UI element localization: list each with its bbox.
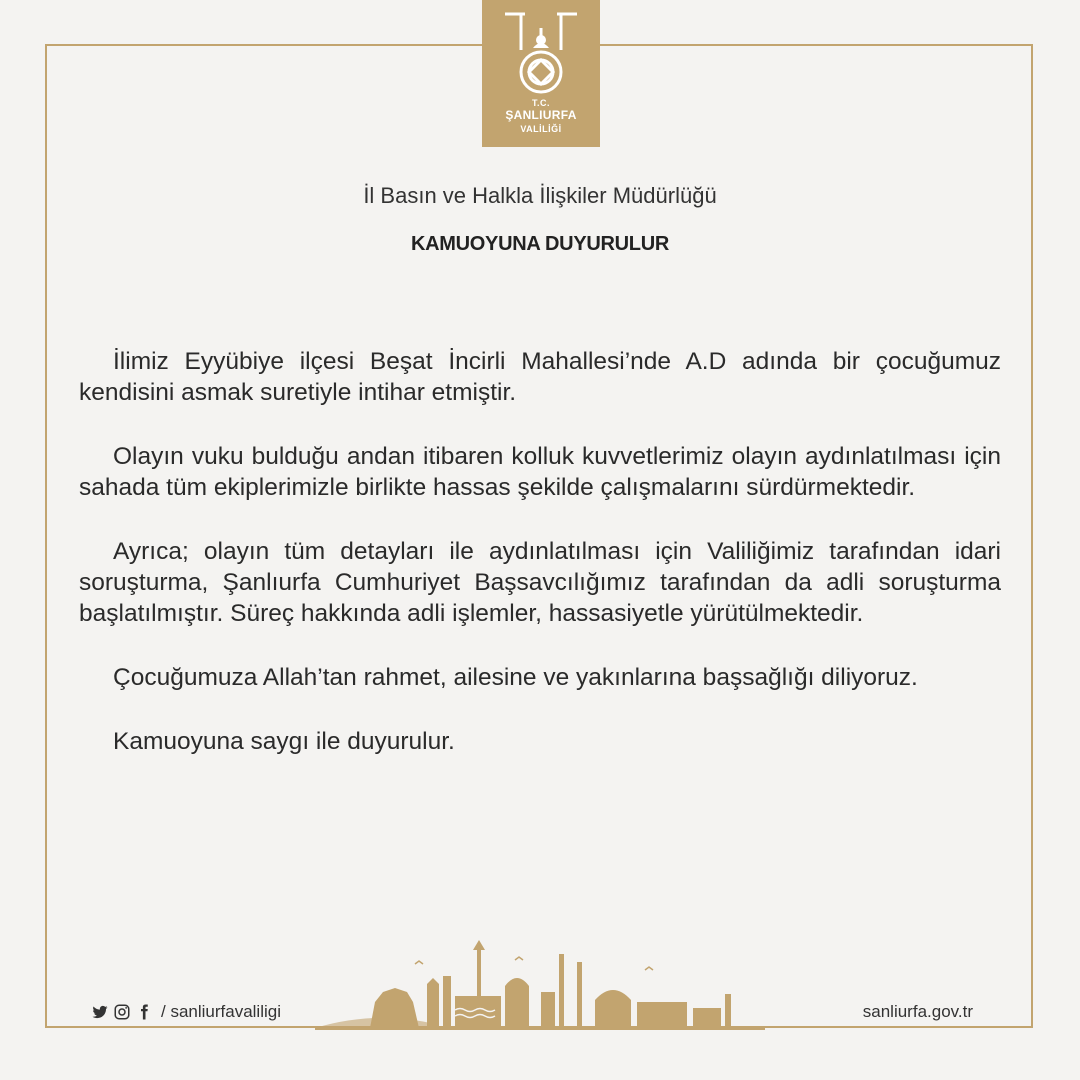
paragraph-2: Olayın vuku bulduğu andan itibaren kolluk kuvvetlerimiz olayın aydınlatılması için sahada tüm ekiplerimizle birlikte hassas şekilde çalışmalarını sürdürmektedir.	[79, 443, 1001, 501]
logo-line-tc: T.C.	[531, 98, 550, 108]
social-links	[91, 1002, 281, 1022]
instagram-icon[interactable]	[113, 1003, 131, 1021]
logo-line-city: ŞANLIURFA	[505, 108, 577, 122]
social-handle[interactable]: / sanliurfavaliligi	[161, 1002, 281, 1021]
paragraph-5: Kamuoyuna saygı ile duyurulur.	[113, 728, 455, 755]
announcement-body	[79, 346, 1001, 790]
announcement-headline: KAMUOYUNA DUYURULUR	[411, 233, 669, 255]
emblem-icon	[503, 10, 579, 96]
governorship-logo	[482, 0, 600, 147]
paragraph-3: Ayrıca; olayın tüm detayları ile aydınlatılması için Valiliğimiz tarafından idari soruşturma, Şanlıurfa Cumhuriyet Başsavcılığımız tarafından da adli soruşturma başlatılmıştır. Süreç hakkında adli işlemler, hassasiyetle yürütülmektedir.	[79, 538, 1001, 627]
twitter-icon[interactable]	[91, 1003, 109, 1021]
paragraph-1: İlimiz Eyyübiye ilçesi Beşat İncirli Mahallesi’nde A.D adında bir çocuğumuz kendisini asmak suretiyle intihar etmiştir.	[79, 348, 1001, 406]
paragraph-4: Çocuğumuza Allah’tan rahmet, ailesine ve yakınlarına başsağlığı diliyoruz.	[113, 664, 918, 691]
department-title: İl Basın ve Halkla İlişkiler Müdürlüğü	[363, 183, 717, 208]
facebook-icon[interactable]	[135, 1003, 153, 1021]
website-link[interactable]: sanliurfa.gov.tr	[862, 1002, 973, 1021]
city-skyline-illustration	[315, 940, 765, 1030]
logo-line-gov: VALİLİĞİ	[520, 124, 562, 134]
